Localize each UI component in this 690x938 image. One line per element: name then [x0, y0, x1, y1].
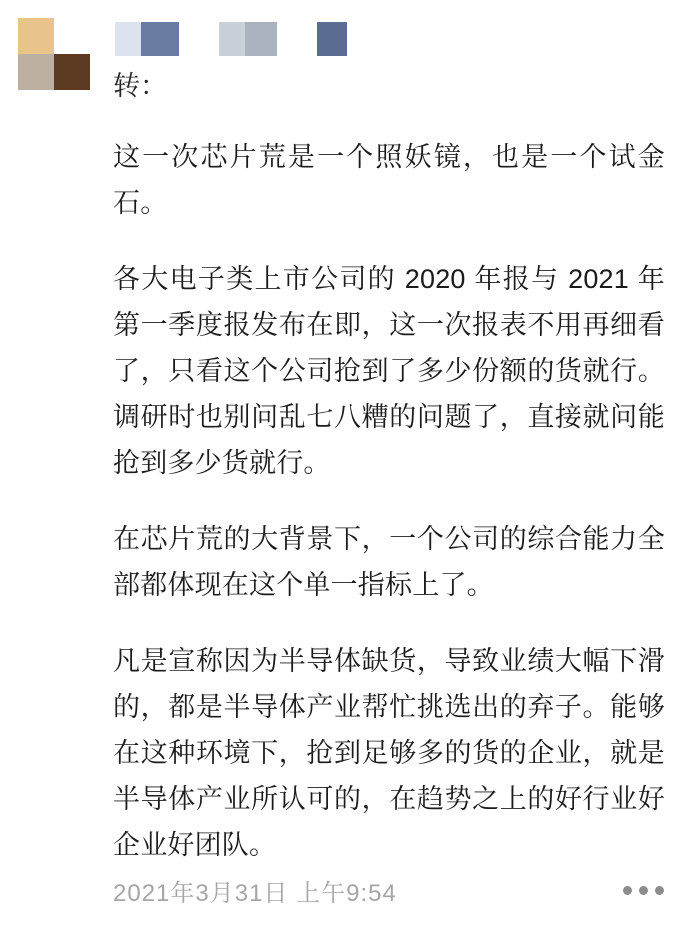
post-footer [113, 873, 668, 908]
username-block [219, 22, 245, 56]
username-redacted [115, 22, 347, 56]
avatar[interactable] [18, 18, 90, 90]
username-block [141, 22, 179, 56]
post-prefix: 转： [113, 71, 167, 101]
more-dot [655, 886, 664, 895]
username-block [317, 22, 347, 56]
username-spacer [179, 22, 219, 56]
avatar-tile-3 [18, 54, 54, 90]
avatar-tile-2 [54, 18, 90, 54]
more-dot [639, 886, 648, 895]
more-options-icon[interactable] [619, 880, 668, 901]
avatar-tile-4 [54, 54, 90, 90]
post-paragraph-2: 各大电子类上市公司的 2020 年报与 2021 年第一季度报发布在即，这一次报表不用再细看了，只看这个公司抢到了多少份额的货就行。调研时也别问乱七八糟的问题了，直接就问能抢到多少货就行。 [113, 264, 665, 478]
post-timestamp: 2021年3月31日 上午9:54 [113, 880, 397, 907]
post-paragraph-1: 这一次芯片荒是一个照妖镜，也是一个试金石。 [113, 142, 665, 218]
post-paragraph-3: 在芯片荒的大背景下，一个公司的综合能力全部都体现在这个单一指标上了。 [113, 524, 665, 600]
username-spacer [277, 22, 317, 56]
post-paragraph-4: 凡是宣称因为半导体缺货，导致业绩大幅下滑的，都是半导体产业帮忙挑选出的弃子。能够在这种环境下，抢到足够多的货的企业，就是半导体产业所认可的，在趋势之上的好行业好企业好团队。 [113, 646, 665, 860]
more-dot [623, 886, 632, 895]
username-block [115, 22, 141, 56]
post-body [113, 64, 665, 868]
username-block [245, 22, 277, 56]
avatar-tile-1 [18, 18, 54, 54]
